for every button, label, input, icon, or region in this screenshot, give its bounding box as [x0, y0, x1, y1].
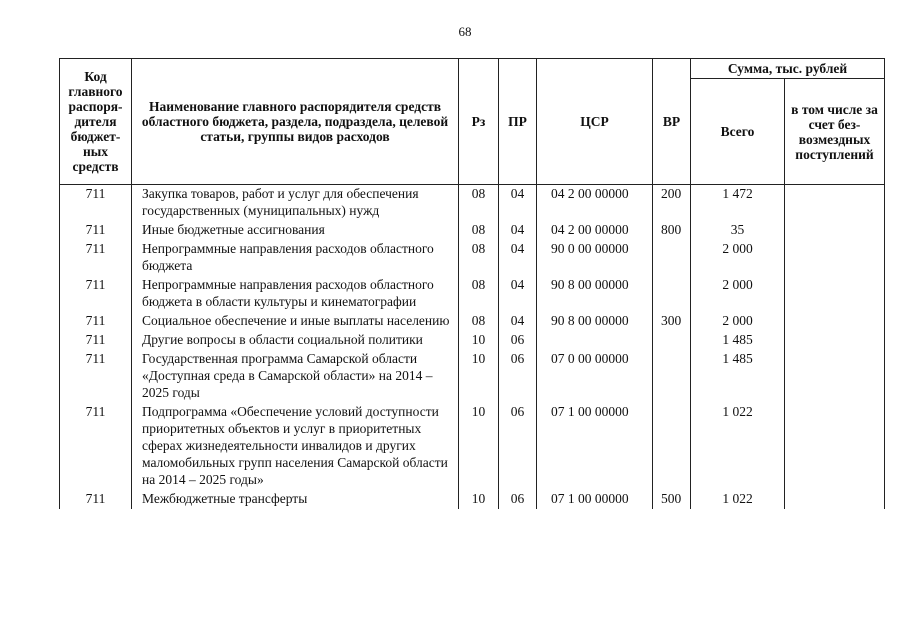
- cell-name: Подпрограмма «Обеспечение условий доступности приоритетных объектов и услуг в приоритетных сферах жизнедеятельности инвалидов и других маломобильных групп населения Самарской области на 2014 – 2025 годы»: [132, 403, 459, 490]
- cell-code: 711: [60, 490, 132, 509]
- cell-pr: 06: [499, 403, 537, 490]
- cell-name: Государственная программа Самарской области «Доступная среда в Самарской области» на 2014 – 2025 годы: [132, 350, 459, 403]
- cell-vr: [653, 331, 691, 350]
- cell-name: Непрограммные направления расходов областного бюджета: [132, 240, 459, 276]
- cell-gratuitous: [785, 403, 885, 490]
- header-csr: ЦСР: [537, 59, 653, 185]
- cell-vr: 800: [653, 221, 691, 240]
- cell-csr: 04 2 00 00000: [537, 221, 653, 240]
- table-header: [60, 59, 885, 185]
- cell-vr: 300: [653, 312, 691, 331]
- cell-vr: [653, 403, 691, 490]
- cell-gratuitous: [785, 240, 885, 276]
- cell-total: 1 485: [691, 331, 785, 350]
- cell-vr: [653, 350, 691, 403]
- header-vr: ВР: [653, 59, 691, 185]
- cell-gratuitous: [785, 185, 885, 222]
- cell-gratuitous: [785, 331, 885, 350]
- cell-rz: 10: [459, 490, 499, 509]
- cell-vr: 200: [653, 185, 691, 222]
- cell-code: 711: [60, 240, 132, 276]
- cell-rz: 08: [459, 276, 499, 312]
- header-rz: Рз: [459, 59, 499, 185]
- cell-csr: 07 1 00 00000: [537, 403, 653, 490]
- cell-pr: 04: [499, 221, 537, 240]
- header-code: Код главного распоря-дителя бюджет-ных средств: [60, 59, 132, 185]
- table-row: [60, 185, 885, 222]
- cell-pr: 04: [499, 312, 537, 331]
- cell-code: 711: [60, 185, 132, 222]
- cell-gratuitous: [785, 276, 885, 312]
- cell-rz: 10: [459, 331, 499, 350]
- cell-pr: 06: [499, 350, 537, 403]
- cell-total: 2 000: [691, 276, 785, 312]
- cell-rz: 08: [459, 185, 499, 222]
- table-row: [60, 403, 885, 490]
- cell-vr: [653, 276, 691, 312]
- cell-total: 1 022: [691, 403, 785, 490]
- cell-name: Межбюджетные трансферты: [132, 490, 459, 509]
- header-pr: ПР: [499, 59, 537, 185]
- table-row: [60, 240, 885, 276]
- cell-name: Другие вопросы в области социальной политики: [132, 331, 459, 350]
- cell-gratuitous: [785, 221, 885, 240]
- cell-code: 711: [60, 312, 132, 331]
- cell-pr: 04: [499, 240, 537, 276]
- cell-code: 711: [60, 403, 132, 490]
- table-row: [60, 350, 885, 403]
- cell-csr: 90 8 00 00000: [537, 276, 653, 312]
- cell-gratuitous: [785, 490, 885, 509]
- cell-code: 711: [60, 221, 132, 240]
- cell-total: 1 022: [691, 490, 785, 509]
- cell-csr: 07 1 00 00000: [537, 490, 653, 509]
- header-sum: Сумма, тыс. рублей: [691, 59, 885, 79]
- cell-csr: [537, 331, 653, 350]
- cell-total: 1 485: [691, 350, 785, 403]
- cell-name: Закупка товаров, работ и услуг для обеспечения государственных (муниципальных) нужд: [132, 185, 459, 222]
- budget-table: [59, 58, 885, 509]
- header-name: Наименование главного распорядителя средств областного бюджета, раздела, подраздела, целевой статьи, группы видов расходов: [132, 59, 459, 185]
- cell-vr: [653, 240, 691, 276]
- table-row: [60, 276, 885, 312]
- cell-csr: 90 8 00 00000: [537, 312, 653, 331]
- cell-vr: 500: [653, 490, 691, 509]
- cell-code: 711: [60, 331, 132, 350]
- cell-pr: 06: [499, 331, 537, 350]
- cell-csr: 90 0 00 00000: [537, 240, 653, 276]
- cell-code: 711: [60, 350, 132, 403]
- header-total: Всего: [691, 79, 785, 185]
- cell-rz: 08: [459, 312, 499, 331]
- cell-code: 711: [60, 276, 132, 312]
- cell-total: 2 000: [691, 312, 785, 331]
- cell-name: Иные бюджетные ассигнования: [132, 221, 459, 240]
- cell-rz: 08: [459, 240, 499, 276]
- cell-gratuitous: [785, 350, 885, 403]
- cell-name: Социальное обеспечение и иные выплаты населению: [132, 312, 459, 331]
- cell-pr: 06: [499, 490, 537, 509]
- table-row: [60, 490, 885, 509]
- cell-gratuitous: [785, 312, 885, 331]
- cell-name: Непрограммные направления расходов областного бюджета в области культуры и кинематографии: [132, 276, 459, 312]
- cell-csr: 04 2 00 00000: [537, 185, 653, 222]
- table-row: [60, 221, 885, 240]
- page-number: 68: [458, 24, 472, 39]
- table-row: [60, 331, 885, 350]
- cell-rz: 10: [459, 403, 499, 490]
- cell-total: 2 000: [691, 240, 785, 276]
- cell-csr: 07 0 00 00000: [537, 350, 653, 403]
- cell-total: 35: [691, 221, 785, 240]
- cell-pr: 04: [499, 185, 537, 222]
- table-body: [60, 185, 885, 510]
- cell-rz: 10: [459, 350, 499, 403]
- cell-rz: 08: [459, 221, 499, 240]
- table-row: [60, 312, 885, 331]
- cell-total: 1 472: [691, 185, 785, 222]
- header-gratuitous: в том числе за счет без-возмездных поступлений: [785, 79, 885, 185]
- cell-pr: 04: [499, 276, 537, 312]
